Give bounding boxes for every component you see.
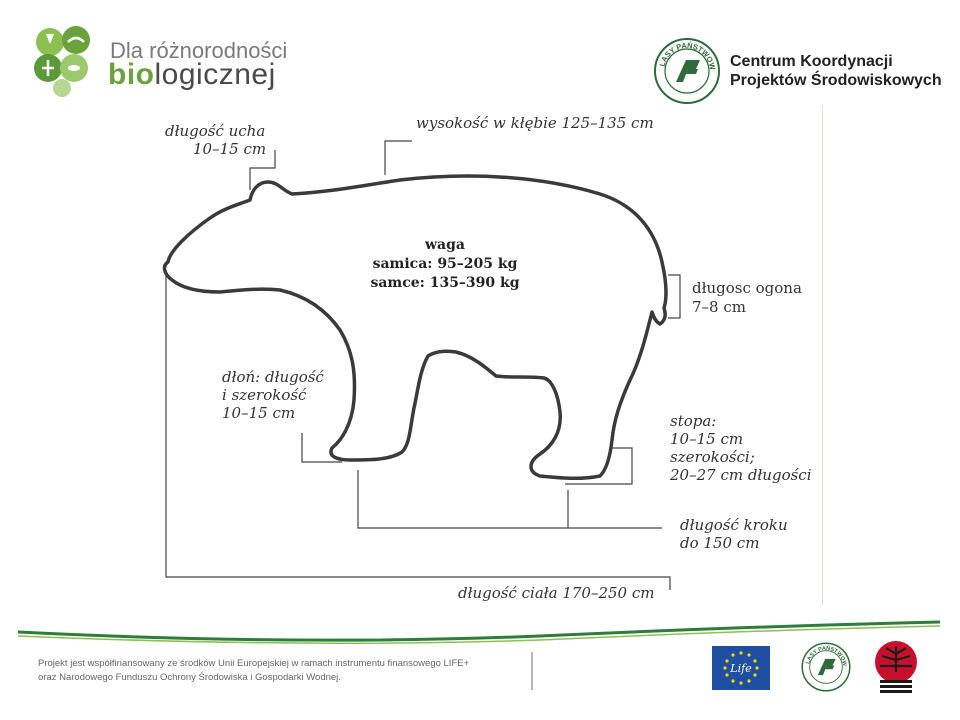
- funding-note-line2: oraz Narodowego Funduszu Ochrony Środowiska i Gospodarki Wodnej.: [38, 672, 341, 683]
- nfosigw-logo-icon: [872, 640, 920, 694]
- foot-size-label: [670, 412, 812, 484]
- funding-note-line1: Projekt jest współfinansowany ze środków Unii Europejskiej w ramach instrumentu finansowego LIFE+: [38, 658, 470, 669]
- ear-length-label-value: 10–15 cm: [193, 140, 267, 158]
- foot-size-line2: 10–15 cm: [670, 430, 744, 448]
- tail-length-label: [692, 279, 802, 317]
- stride-length-value: do 150 cm: [680, 534, 760, 552]
- paw-size-line1: dłoń: długość: [222, 368, 324, 386]
- brand-tagline: Dla różnorodności: [110, 38, 288, 63]
- footer-divider: [531, 652, 533, 690]
- brand-title-rest: logicznej: [154, 58, 276, 91]
- brand-title-bio: bio: [108, 58, 155, 91]
- body-length-label: długość ciała 170–250 cm: [458, 584, 655, 602]
- organization-name-line2: Projektów Środowiskowych: [730, 72, 942, 89]
- weight-label: [360, 236, 530, 293]
- eu-life-text: Life: [730, 662, 752, 675]
- shoulder-dimension-line: [385, 141, 412, 175]
- ear-length-label-title: długość ucha: [165, 122, 266, 140]
- eu-flag-icon: [712, 646, 770, 690]
- foot-size-line1: stopa:: [670, 412, 717, 430]
- ear-length-label: [165, 122, 266, 158]
- small-seal-text: LASY PAŃSTWOWE: [798, 637, 848, 667]
- tail-length-title: długosc ogona: [692, 279, 802, 297]
- stride-length-label: [680, 516, 788, 552]
- lasy-panstwowe-small-icon: [798, 637, 852, 693]
- eu-life-logo: [712, 646, 770, 690]
- bear-outline: [165, 176, 666, 478]
- stride-length-title: długość kroku: [680, 516, 788, 534]
- seal-text: LASY PAŃSTWOWE: [649, 29, 718, 71]
- paw-size-line3: 10–15 cm: [222, 404, 296, 422]
- tail-length-value: 7–8 cm: [692, 298, 746, 316]
- shoulder-height-label: wysokość w kłębie 125–135 cm: [416, 114, 654, 132]
- weight-male: samce: 135–390 kg: [370, 275, 520, 291]
- paw-size-label: [222, 368, 324, 422]
- funding-note: [38, 657, 469, 685]
- stride-dimension-line: [358, 470, 662, 528]
- foot-size-line3: szerokości;: [670, 448, 755, 466]
- weight-female: samica: 95–205 kg: [372, 256, 518, 272]
- organization-name-line1: Centrum Koordynacji: [730, 53, 893, 70]
- weight-title: waga: [425, 237, 465, 253]
- paw-size-line2: i szerokość: [222, 386, 307, 404]
- tail-dimension-line: [668, 275, 680, 318]
- foot-size-line4: 20–27 cm długości: [670, 466, 812, 484]
- body-dimension-line: [166, 270, 670, 590]
